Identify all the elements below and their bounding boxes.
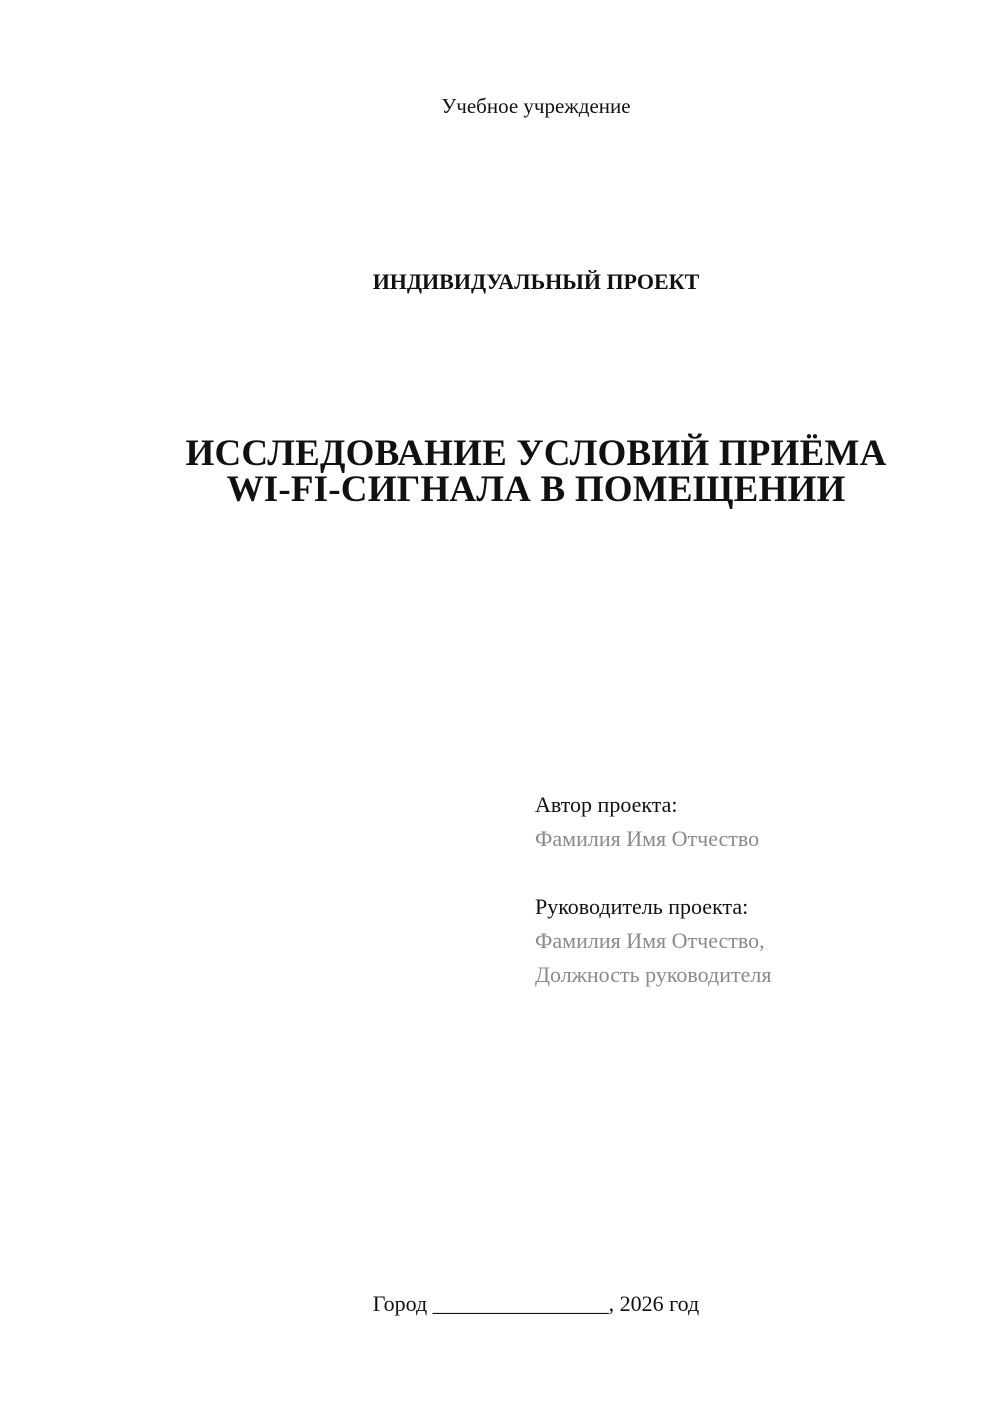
- author-label: Автор проекта:: [535, 792, 678, 817]
- supervisor-name: Фамилия Имя Отчество,: [535, 928, 765, 953]
- credits-spacer: [535, 856, 955, 890]
- supervisor-position: Должность руководителя: [535, 962, 772, 987]
- project-title-line-1: ИССЛЕДОВАНИЕ УСЛОВИЙ ПРИЁМА: [185, 433, 887, 474]
- project-title-line-2: WI-FI-СИГНАЛА В ПОМЕЩЕНИИ: [226, 469, 846, 510]
- project-credits: [535, 788, 955, 992]
- city-year-footer: Город ________________, 2026 год: [372, 1291, 700, 1316]
- author-name: Фамилия Имя Отчество: [535, 826, 760, 851]
- project-title: [0, 433, 1000, 510]
- institution-name: Учебное учреждение: [441, 94, 631, 118]
- supervisor-label: Руководитель проекта:: [535, 894, 749, 919]
- project-type-heading: ИНДИВИДУАЛЬНЫЙ ПРОЕКТ: [372, 269, 700, 294]
